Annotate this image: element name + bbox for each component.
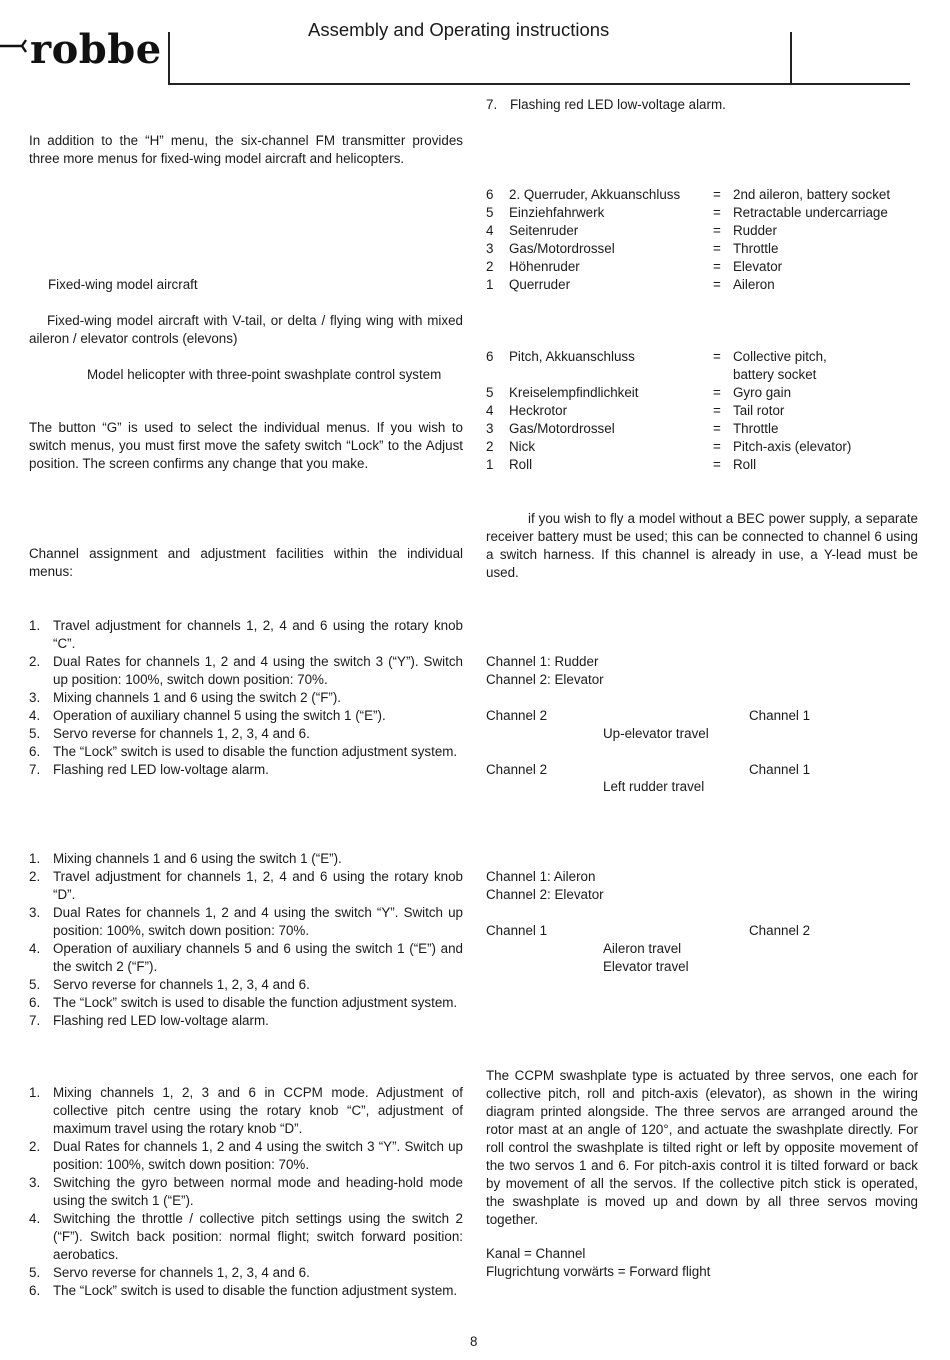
channel-english: Elevator	[733, 259, 783, 274]
channel-english: Rudder	[733, 223, 777, 238]
channel-equals: =	[713, 403, 721, 418]
list-number: 5.	[29, 726, 41, 741]
channel-number: 5	[486, 385, 494, 400]
channel-german: Nick	[509, 439, 536, 454]
list-text: Dual Rates for channels 1, 2 and 4 using the switch 3 (“Y”). Switch up position: 100%, switch down position: 70%.	[53, 654, 463, 687]
channel-english: Roll	[733, 457, 757, 472]
channel-row	[486, 384, 918, 402]
channel-equals: =	[713, 241, 721, 256]
channel-number: 2	[486, 439, 494, 454]
delta-right: Channel 2	[749, 923, 811, 938]
list-number: 7.	[29, 762, 41, 777]
list-item	[29, 904, 463, 940]
channel-equals: =	[713, 187, 721, 202]
list-number: 4.	[29, 708, 41, 723]
list-number: 5.	[29, 1265, 41, 1280]
channel-equals: =	[713, 439, 721, 454]
channel-number: 1	[486, 277, 494, 292]
list-text: Flashing red LED low-voltage alarm.	[510, 97, 726, 112]
list-item	[29, 761, 463, 779]
header-rule	[168, 83, 910, 85]
header-divider-left	[168, 32, 170, 84]
channel-equals: =	[713, 277, 721, 292]
channel-german: Querruder	[509, 277, 571, 292]
channel-row	[486, 348, 918, 366]
channel-german: Roll	[509, 457, 533, 472]
channel-english: battery socket	[733, 367, 817, 382]
list-text: Dual Rates for channels 1, 2 and 4 using the switch 3 “Y”. Switch up position: 100%, switch down position: 70%.	[53, 1139, 463, 1172]
list-number: 7.	[29, 1013, 41, 1028]
channel-german: Pitch, Akkuanschluss	[509, 349, 635, 364]
list-number: 4.	[29, 941, 41, 956]
list-item	[29, 743, 463, 761]
vtail-function-list	[29, 850, 463, 1030]
list-text: Mixing channels 1, 2, 3 and 6 in CCPM mode. Adjustment of collective pitch centre using the rotary knob “C”, adjustment of maximum travel using the rotary knob “D”.	[53, 1085, 463, 1136]
heli-channel-table	[486, 348, 918, 474]
menu-fixed-wing: Fixed-wing model aircraft	[48, 277, 198, 292]
header-divider-right	[790, 32, 792, 84]
channel-english: 2nd aileron, battery socket	[733, 187, 891, 202]
list-number: 4.	[29, 1211, 41, 1226]
list-text: Dual Rates for channels 1, 2 and 4 using the switch “Y”. Switch up position: 100%, switch down position: 70%.	[53, 905, 463, 938]
logo-mark-icon	[0, 38, 28, 54]
channel-english: Pitch-axis (elevator)	[733, 439, 852, 454]
vtail-a-right: Channel 1	[749, 708, 811, 723]
top-list-item	[486, 96, 918, 114]
list-number: 2.	[29, 654, 41, 669]
list-number: 7.	[486, 97, 498, 112]
list-item	[29, 1138, 463, 1174]
list-text: The “Lock” switch is used to disable the function adjustment system.	[53, 1283, 458, 1298]
channel-row	[486, 456, 918, 474]
list-text: Flashing red LED low-voltage alarm.	[53, 762, 269, 777]
channel-number: 6	[486, 349, 494, 364]
kanal-legend: Kanal = Channel	[486, 1246, 586, 1261]
vtail-b-right: Channel 1	[749, 762, 811, 777]
channel-row	[486, 186, 918, 204]
list-item	[29, 707, 463, 725]
channel-assignment-paragraph: Channel assignment and adjustment facilities within the individual menus:	[29, 546, 463, 579]
channel-german: Höhenruder	[509, 259, 580, 274]
list-text: Servo reverse for channels 1, 2, 3, 4 and 6.	[53, 1265, 310, 1280]
fixed-wing-channel-table	[486, 186, 918, 294]
channel-row	[486, 222, 918, 240]
delta-caption-1: Aileron travel	[603, 941, 682, 956]
list-item	[29, 976, 463, 994]
list-text: Travel adjustment for channels 1, 2, 4 and 6 using the rotary knob “C”.	[53, 618, 463, 651]
channel-row	[486, 240, 918, 258]
vtail-ch1: Channel 1: Rudder	[486, 654, 599, 669]
list-text: Flashing red LED low-voltage alarm.	[53, 1013, 269, 1028]
channel-german: Heckrotor	[509, 403, 568, 418]
channel-row-continuation	[486, 366, 918, 384]
channel-english: Throttle	[733, 421, 779, 436]
list-item	[29, 1084, 463, 1138]
channel-number: 2	[486, 259, 494, 274]
list-text: Operation of auxiliary channel 5 using the switch 1 (“E”).	[53, 708, 386, 723]
delta-ch1: Channel 1: Aileron	[486, 869, 596, 884]
channel-german: Seitenruder	[509, 223, 579, 238]
list-item	[29, 725, 463, 743]
channel-equals: =	[713, 385, 721, 400]
vtail-a-caption: Up-elevator travel	[603, 726, 709, 741]
channel-row	[486, 258, 918, 276]
channel-row	[486, 438, 918, 456]
list-text: Mixing channels 1 and 6 using the switch 2 (“F”).	[53, 690, 342, 705]
select-menu-paragraph: The button “G” is used to select the individual menus. If you wish to switch menus, you must first move the safety switch “Lock” to the Adjust position. The screen confirms any change that you make.	[29, 420, 463, 471]
delta-caption-2: Elevator travel	[603, 959, 689, 974]
channel-row	[486, 276, 918, 294]
list-text: Operation of auxiliary channels 5 and 6 using the switch 1 (“E”) and the switch 2 (“F”).	[53, 941, 463, 974]
list-item	[29, 850, 463, 868]
channel-german: Gas/Motordrossel	[509, 421, 615, 436]
ccpm-paragraph: The CCPM swashplate type is actuated by three servos, one each for collective pitch, roll and pitch-axis (elevator), as shown in the wiring diagram printed alongside. The three servos are arranged around the rotor mast at an angle of 120°, and actuate the swashplate directly. For roll control the swashplate is tilted right or left by opposite movement of the two servos 1 and 6. For pitch-axis control it is tilted forward or back by movement of all the servos. If the collective pitch stick is operated, the swashplate is moved up and down by all three servos moving together.	[486, 1068, 918, 1227]
channel-equals: =	[713, 223, 721, 238]
channel-row	[486, 420, 918, 438]
list-number: 6.	[29, 1283, 41, 1298]
channel-equals: =	[713, 457, 721, 472]
intro-paragraph: In addition to the “H” menu, the six-channel FM transmitter provides three more menus for fixed-wing model aircraft and helicopters.	[29, 133, 463, 166]
list-number: 6.	[29, 995, 41, 1010]
channel-german: 2. Querruder, Akkuanschluss	[509, 187, 681, 202]
list-number: 3.	[29, 1175, 41, 1190]
vtail-b-left: Channel 2	[486, 762, 548, 777]
channel-german: Gas/Motordrossel	[509, 241, 615, 256]
list-number: 2.	[29, 1139, 41, 1154]
robbe-logo: robbe	[30, 26, 162, 73]
channel-number: 3	[486, 241, 494, 256]
channel-english: Retractable undercarriage	[733, 205, 888, 220]
vtail-a-left: Channel 2	[486, 708, 548, 723]
channel-english: Aileron	[733, 277, 775, 292]
list-text: Switching the gyro between normal mode and heading-hold mode using the switch 1 (“E”).	[53, 1175, 463, 1208]
delta-left: Channel 1	[486, 923, 548, 938]
vtail-b-caption: Left rudder travel	[603, 779, 705, 794]
list-item	[29, 617, 463, 653]
menu-vtail: Fixed-wing model aircraft with V-tail, or delta / flying wing with mixed aileron / elevator controls (elevons)	[29, 313, 463, 346]
list-item	[29, 994, 463, 1012]
list-number: 3.	[29, 690, 41, 705]
channel-number: 6	[486, 187, 494, 202]
channel-equals: =	[713, 205, 721, 220]
channel-german: Einziehfahrwerk	[509, 205, 605, 220]
list-text: The “Lock” switch is used to disable the function adjustment system.	[53, 995, 458, 1010]
list-number: 6.	[29, 744, 41, 759]
list-number: 1.	[29, 1085, 41, 1100]
list-text: Switching the throttle / collective pitch settings using the switch 2 (“F”). Switch back position: normal flight; switch forward position: aerobatics.	[53, 1211, 463, 1262]
channel-equals: =	[713, 259, 721, 274]
delta-ch2: Channel 2: Elevator	[486, 887, 604, 902]
channel-english: Throttle	[733, 241, 779, 256]
list-item	[29, 1012, 463, 1030]
list-number: 2.	[29, 869, 41, 884]
list-text: The “Lock” switch is used to disable the function adjustment system.	[53, 744, 458, 759]
channel-number: 5	[486, 205, 494, 220]
page-number: 8	[470, 1334, 478, 1349]
fixed-wing-function-list	[29, 617, 463, 779]
flugrichtung-legend: Flugrichtung vorwärts = Forward flight	[486, 1264, 711, 1279]
list-item	[29, 653, 463, 689]
list-item	[29, 1282, 463, 1300]
channel-row	[486, 402, 918, 420]
menu-heli: Model helicopter with three-point swashplate control system	[87, 367, 442, 382]
list-text: Servo reverse for channels 1, 2, 3, 4 and 6.	[53, 977, 310, 992]
channel-row	[486, 204, 918, 222]
list-number: 5.	[29, 977, 41, 992]
list-item	[29, 689, 463, 707]
channel-equals: =	[713, 421, 721, 436]
list-item	[29, 1210, 463, 1264]
list-number: 1.	[29, 618, 41, 633]
list-item	[29, 1174, 463, 1210]
channel-number: 4	[486, 403, 494, 418]
channel-number: 3	[486, 421, 494, 436]
channel-english: Gyro gain	[733, 385, 792, 400]
list-text: Travel adjustment for channels 1, 2, 4 and 6 using the rotary knob “D”.	[53, 869, 463, 902]
vtail-ch2: Channel 2: Elevator	[486, 672, 604, 687]
bec-note: if you wish to fly a model without a BEC power supply, a separate receiver battery must be used; this can be connected to channel 6 using a switch harness. If this channel is already in use, a Y-lead must be used.	[486, 511, 918, 580]
page-title: Assembly and Operating instructions	[308, 19, 610, 40]
heli-function-list	[29, 1084, 463, 1300]
list-text: Servo reverse for channels 1, 2, 3, 4 and 6.	[53, 726, 310, 741]
channel-english: Collective pitch,	[733, 349, 827, 364]
channel-number: 1	[486, 457, 494, 472]
list-number: 1.	[29, 851, 41, 866]
list-text: Mixing channels 1 and 6 using the switch 1 (“E”).	[53, 851, 342, 866]
channel-english: Tail rotor	[733, 403, 785, 418]
list-number: 3.	[29, 905, 41, 920]
channel-number: 4	[486, 223, 494, 238]
channel-german: Kreiselempfindlichkeit	[509, 385, 639, 400]
list-item	[29, 940, 463, 976]
channel-equals: =	[713, 349, 721, 364]
list-item	[29, 868, 463, 904]
list-item	[29, 1264, 463, 1282]
